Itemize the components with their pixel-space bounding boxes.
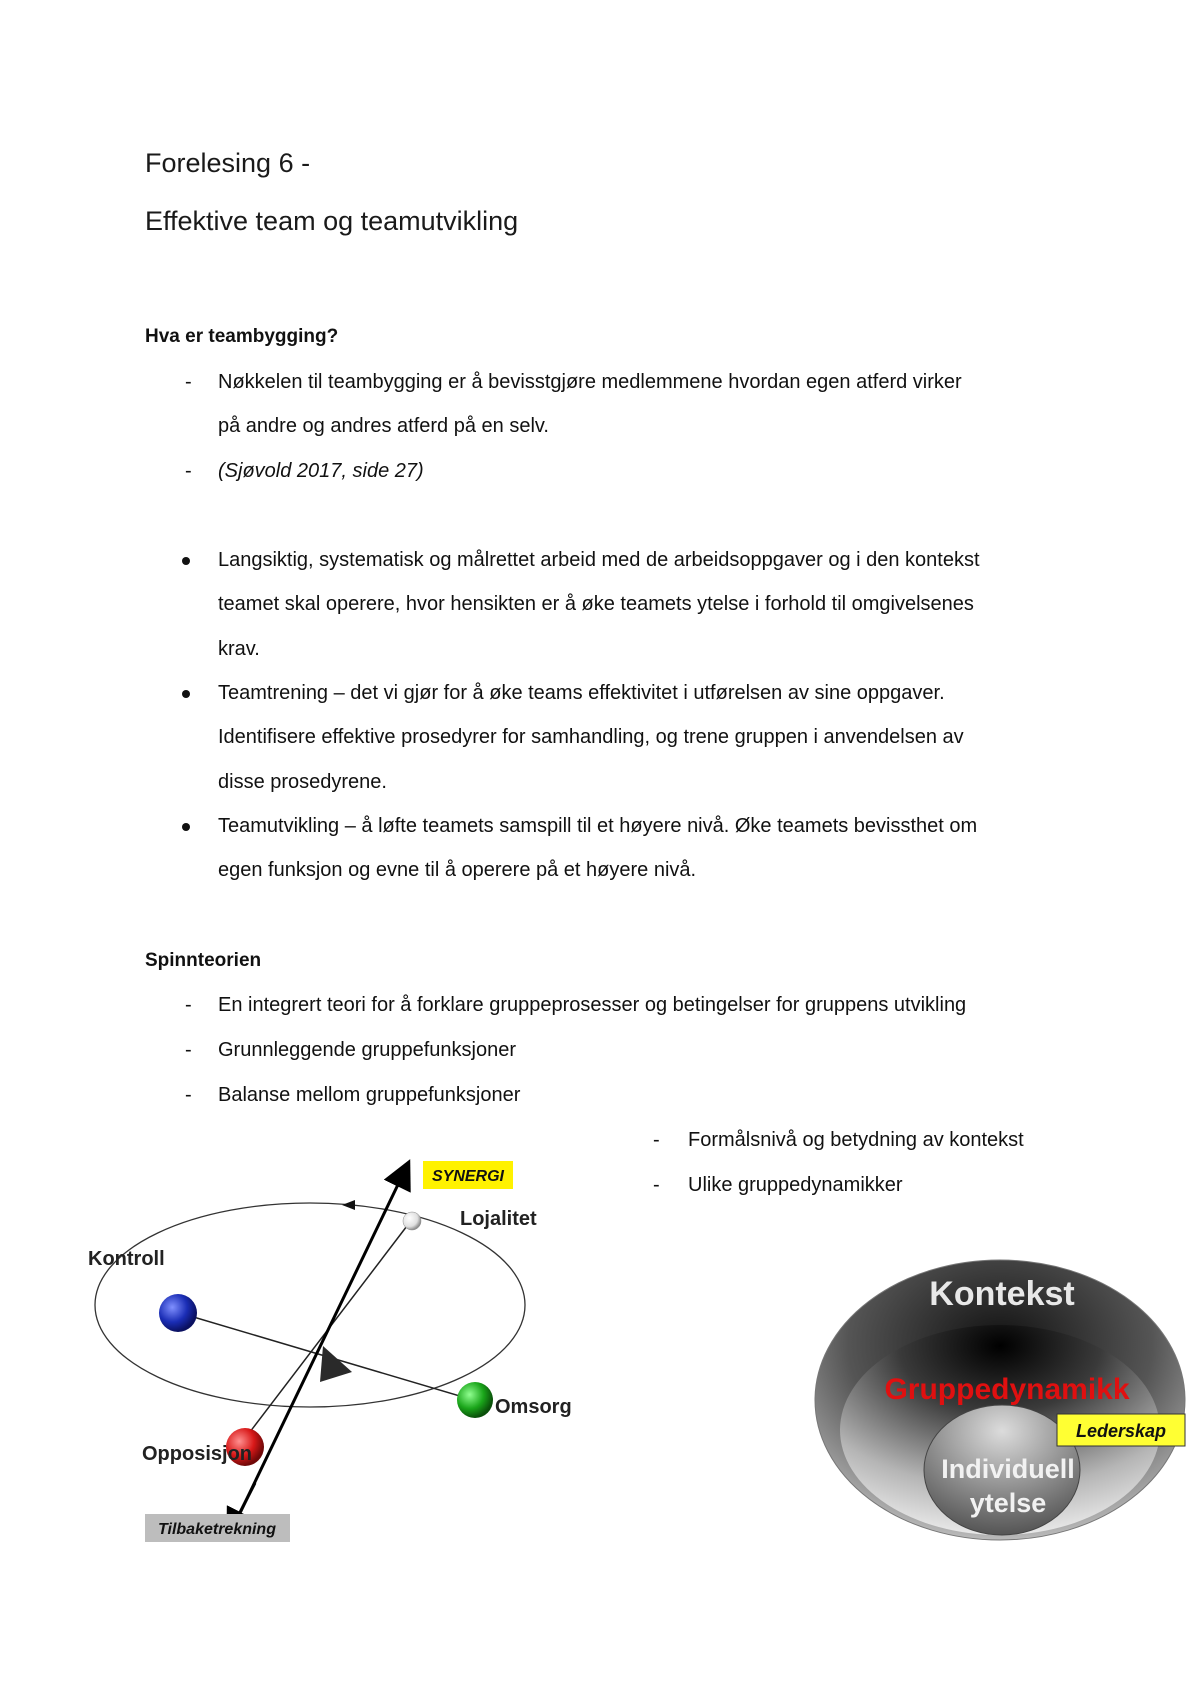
opposisjon-label: Opposisjon [142,1443,252,1465]
omsorg-label: Omsorg [495,1396,572,1418]
kontroll-ball-icon [159,1294,197,1332]
dash-item: Nøkkelen til teambygging er å bevisstgjøre medlemmene hvordan egen atferd virker [218,371,962,393]
bullet-line: disse prosedyrene. [218,771,387,793]
ytelse-label: ytelse [969,1488,1047,1518]
dash-marker: - [185,460,192,482]
lederskap-label: Lederskap [1075,1421,1167,1441]
lojalitet-label: Lojalitet [460,1208,537,1230]
lojalitet-ball-icon [403,1212,421,1230]
citation: (Sjøvold 2017, side 27) [218,460,424,482]
dash-marker: - [185,371,192,393]
dash-marker: - [185,1084,192,1106]
title-line-2: Effektive team og teamutvikling [145,206,519,236]
kontroll-label: Kontroll [88,1248,165,1270]
section-heading-spinnteorien: Spinnteorien [145,950,262,971]
dash-marker: - [185,1039,192,1061]
orbit-arrow-icon [342,1200,355,1210]
dash-marker: - [185,994,192,1016]
bullet-icon [182,557,190,565]
pivot-cone-icon [320,1346,352,1382]
spin-theory-diagram [80,1155,610,1555]
omsorg-ball-icon [457,1382,493,1418]
dash-item: Grunnleggende gruppefunksjoner [218,1039,516,1061]
dash-item: Balanse mellom gruppefunksjoner [218,1084,521,1106]
bullet-icon [182,690,190,698]
bullet-line: teamet skal operere, hvor hensikten er å øke teamets ytelse i forhold til omgivelsenes [218,593,974,615]
kontekst-label: Kontekst [929,1275,1075,1313]
dash-item-continued: på andre og andres atferd på en selv. [218,415,549,437]
bullet-line: Teamtrening – det vi gjør for å øke teams effektivitet i utførelsen av sine oppgaver. [218,682,945,704]
synergi-axis [240,1170,405,1513]
synergi-label: SYNERGI [431,1168,505,1185]
dash-item-right: Formålsnivå og betydning av kontekst [688,1129,1024,1151]
bullet-line: krav. [218,638,260,660]
bullet-line: egen funksjon og evne til å operere på et høyere nivå. [218,859,697,881]
individuell-label: Individuell [941,1454,1075,1484]
gruppedynamikk-label: Gruppedynamikk [884,1373,1130,1406]
tilbaketrekning-label: Tilbaketrekning [158,1521,276,1538]
bullet-icon [182,823,190,831]
bullet-line: Identifisere effektive prosedyrer for samhandling, og trene gruppen i anvendelsen av [218,726,964,748]
dash-item-right: Ulike gruppedynamikker [688,1174,903,1196]
dash-item: En integrert teori for å forklare gruppeprosesser og betingelser for gruppens utvikling [218,994,967,1016]
orbit-ellipse [95,1203,525,1407]
dash-marker: - [653,1174,660,1196]
bullet-line: Langsiktig, systematisk og målrettet arbeid med de arbeidsoppgaver og i den kontekst [218,549,980,571]
title-line-1: Forelesing 6 - [145,148,311,178]
context-diagram [810,1255,1190,1545]
bullet-line: Teamutvikling – å løfte teamets samspill til et høyere nivå. Øke teamets bevissthet om [218,815,978,837]
dash-marker: - [653,1129,660,1151]
section-heading-teambygging: Hva er teambygging? [145,326,339,347]
